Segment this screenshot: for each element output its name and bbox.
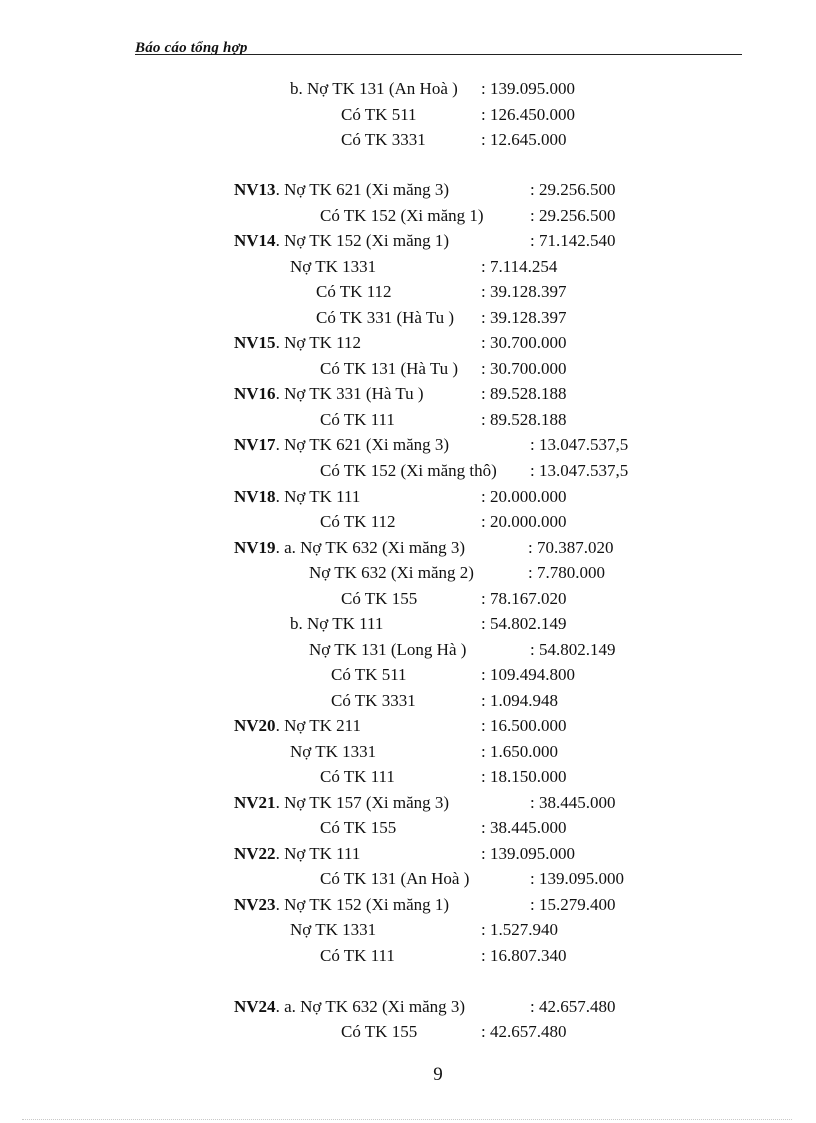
- amount: : 42.657.480: [481, 1022, 567, 1041]
- amount: : 13.047.537,5: [530, 461, 629, 480]
- journal-line: [0, 740, 816, 764]
- amount: : 38.445.000: [481, 818, 567, 837]
- transaction-code: NV20: [234, 716, 276, 735]
- journal-line: [0, 128, 816, 152]
- amount: : 89.528.188: [481, 410, 567, 429]
- journal-line: [0, 178, 816, 202]
- account-label: Nợ TK 1331: [290, 742, 377, 761]
- transaction-code: NV15: [234, 333, 276, 352]
- amount: : 1.527.940: [481, 920, 558, 939]
- amount: : 54.802.149: [530, 640, 616, 659]
- transaction-code: NV13: [234, 180, 276, 199]
- account-label: . Nợ TK 621 (Xi măng 3): [275, 180, 450, 199]
- amount: : 29.256.500: [530, 206, 616, 225]
- account-label: Có TK 111: [320, 946, 395, 965]
- account-label: Có TK 112: [316, 282, 392, 301]
- journal-line: [0, 944, 816, 968]
- amount: : 78.167.020: [481, 589, 567, 608]
- journal-line: [0, 587, 816, 611]
- account-label: Nợ TK 1331: [290, 920, 377, 939]
- amount: : 139.095.000: [481, 79, 575, 98]
- journal-line: [0, 510, 816, 534]
- amount: : 89.528.188: [481, 384, 567, 403]
- journal-line: [0, 229, 816, 253]
- amount: : 54.802.149: [481, 614, 567, 633]
- amount: : 126.450.000: [481, 105, 575, 124]
- account-label: b. Nợ TK 111: [290, 614, 384, 633]
- account-label: Có TK 331 (Hà Tu ): [316, 308, 455, 327]
- amount: : 15.279.400: [530, 895, 616, 914]
- journal-line: [0, 791, 816, 815]
- amount: : 109.494.800: [481, 665, 575, 684]
- account-label: . a. Nợ TK 632 (Xi măng 3): [275, 997, 466, 1016]
- transaction-code: NV14: [234, 231, 276, 250]
- account-label: Có TK 511: [341, 105, 417, 124]
- journal-line: [0, 1020, 816, 1044]
- account-label: . Nợ TK 621 (Xi măng 3): [275, 435, 450, 454]
- account-label: Có TK 152 (Xi măng 1): [320, 206, 484, 225]
- journal-line: [0, 867, 816, 891]
- journal-line: [0, 842, 816, 866]
- journal-line: [0, 280, 816, 304]
- account-label: . Nợ TK 211: [275, 716, 362, 735]
- transaction-code: NV23: [234, 895, 276, 914]
- journal-line: [0, 103, 816, 127]
- account-label: . Nợ TK 152 (Xi măng 1): [275, 231, 450, 250]
- account-label: Có TK 131 (An Hoà ): [320, 869, 470, 888]
- amount: : 39.128.397: [481, 308, 567, 327]
- amount: : 12.645.000: [481, 130, 567, 149]
- account-label: Có TK 155: [341, 1022, 418, 1041]
- account-label: . Nợ TK 331 (Hà Tu ): [275, 384, 424, 403]
- journal-line: [0, 714, 816, 738]
- account-label: . Nợ TK 111: [275, 844, 361, 863]
- account-label: Nợ TK 131 (Long Hà ): [309, 640, 467, 659]
- amount: : 16.500.000: [481, 716, 567, 735]
- journal-line: [0, 995, 816, 1019]
- transaction-code: NV21: [234, 793, 276, 812]
- journal-line: [0, 408, 816, 432]
- journal-line: [0, 561, 816, 585]
- journal-line: [0, 689, 816, 713]
- footer-divider: [22, 1119, 792, 1120]
- transaction-code: NV18: [234, 487, 276, 506]
- amount: : 30.700.000: [481, 333, 567, 352]
- journal-line: [0, 638, 816, 662]
- journal-line: [0, 612, 816, 636]
- page-number: 9: [433, 1064, 443, 1085]
- account-label: . Nợ TK 152 (Xi măng 1): [275, 895, 450, 914]
- amount: : 7.780.000: [528, 563, 605, 582]
- journal-line: [0, 255, 816, 279]
- journal-line: [0, 382, 816, 406]
- journal-line: [0, 816, 816, 840]
- journal-line: [0, 306, 816, 330]
- amount: : 139.095.000: [481, 844, 575, 863]
- account-label: Có TK 112: [320, 512, 396, 531]
- amount: : 139.095.000: [530, 869, 624, 888]
- account-label: Có TK 111: [320, 767, 395, 786]
- account-label: Có TK 155: [341, 589, 418, 608]
- amount: : 39.128.397: [481, 282, 567, 301]
- account-label: Nợ TK 1331: [290, 257, 377, 276]
- account-label: Có TK 152 (Xi măng thô): [320, 461, 497, 480]
- account-label: . Nợ TK 112: [275, 333, 362, 352]
- amount: : 7.114.254: [481, 257, 558, 276]
- journal-line: [0, 77, 816, 101]
- account-label: Có TK 3331: [341, 130, 426, 149]
- journal-line: [0, 357, 816, 381]
- amount: : 20.000.000: [481, 512, 567, 531]
- account-label: . Nợ TK 157 (Xi măng 3): [275, 793, 450, 812]
- amount: : 1.094.948: [481, 691, 558, 710]
- amount: : 1.650.000: [481, 742, 558, 761]
- journal-line: [0, 765, 816, 789]
- header-title: Báo cáo tổng hợp: [135, 40, 248, 56]
- journal-line: [0, 433, 816, 457]
- account-label: Nợ TK 632 (Xi măng 2): [309, 563, 474, 582]
- account-label: Có TK 155: [320, 818, 397, 837]
- transaction-code: NV16: [234, 384, 276, 403]
- account-label: . a. Nợ TK 632 (Xi măng 3): [275, 538, 466, 557]
- amount: : 42.657.480: [530, 997, 616, 1016]
- transaction-code: NV19: [234, 538, 276, 557]
- account-label: . Nợ TK 111: [275, 487, 361, 506]
- amount: : 20.000.000: [481, 487, 567, 506]
- journal-line: [0, 663, 816, 687]
- journal-line: [0, 536, 816, 560]
- journal-line: [0, 459, 816, 483]
- transaction-code: NV24: [234, 997, 276, 1016]
- journal-line: [0, 893, 816, 917]
- amount: : 30.700.000: [481, 359, 567, 378]
- account-label: b. Nợ TK 131 (An Hoà ): [290, 79, 458, 98]
- transaction-code: NV17: [234, 435, 276, 454]
- journal-line: [0, 331, 816, 355]
- amount: : 16.807.340: [481, 946, 567, 965]
- account-label: Có TK 3331: [331, 691, 416, 710]
- amount: : 18.150.000: [481, 767, 567, 786]
- amount: : 13.047.537,5: [530, 435, 629, 454]
- journal-line: [0, 485, 816, 509]
- journal-line: [0, 918, 816, 942]
- account-label: Có TK 131 (Hà Tu ): [320, 359, 459, 378]
- transaction-code: NV22: [234, 844, 276, 863]
- journal-line: [0, 204, 816, 228]
- account-label: Có TK 111: [320, 410, 395, 429]
- amount: : 29.256.500: [530, 180, 616, 199]
- amount: : 38.445.000: [530, 793, 616, 812]
- amount: : 71.142.540: [530, 231, 616, 250]
- amount: : 70.387.020: [528, 538, 614, 557]
- account-label: Có TK 511: [331, 665, 407, 684]
